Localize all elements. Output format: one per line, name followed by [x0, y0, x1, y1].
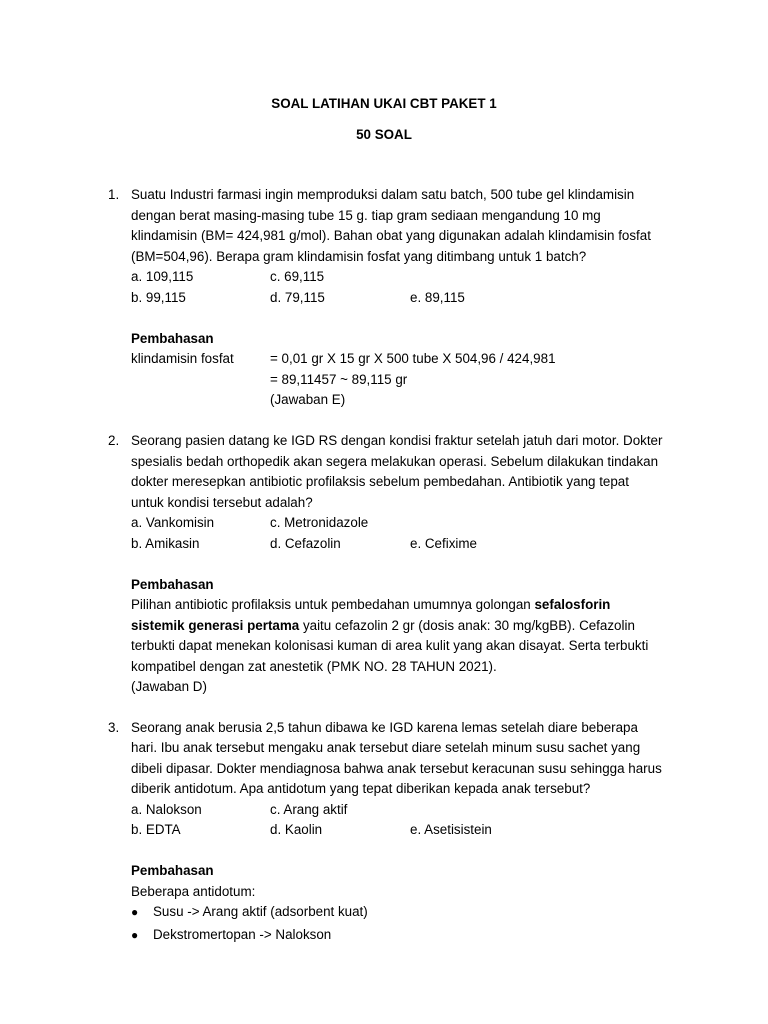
- question-text-line: Seorang pasien datang ke IGD RS dengan kondisi fraktur setelah jatuh dari motor. Dokter: [131, 433, 663, 448]
- question-text-line: Suatu Industri farmasi ingin memproduksi dalam satu batch, 500 tube gel klindamisin: [131, 187, 635, 202]
- pembahasan-heading: Pembahasan: [131, 577, 214, 592]
- question-text-line: dokter meresepkan antibiotic profilaksis sebelum pembedahan. Antibiotik yang tepat: [131, 474, 629, 489]
- question-number: 1.: [108, 187, 120, 202]
- bullet-icon: ●: [131, 905, 139, 919]
- calc-label: klindamisin fosfat: [131, 351, 234, 366]
- explanation-line: [131, 616, 635, 636]
- answer-line: (Jawaban D): [131, 679, 207, 694]
- option-b: b. Amikasin: [131, 536, 200, 551]
- option-e: e. Cefixime: [410, 536, 477, 551]
- document-subtitle: 50 SOAL: [356, 127, 412, 142]
- pembahasan-heading: Pembahasan: [131, 863, 214, 878]
- question-text-line: klindamisin (BM= 424,981 g/mol). Bahan obat yang digunakan adalah klindamisin fosfat: [131, 228, 651, 243]
- option-d: d. Kaolin: [270, 822, 323, 837]
- question-text-line: untuk kondisi tersebut adalah?: [131, 495, 313, 510]
- explanation-emphasis: sefalosforin: [534, 597, 611, 612]
- question-text-line: (BM=504,96). Berapa gram klindamisin fosfat yang ditimbang untuk 1 batch?: [131, 249, 587, 264]
- question-number: 3.: [108, 720, 120, 735]
- question-number: 2.: [108, 433, 120, 448]
- question-text-line: dibeli dipasar. Dokter mendiagnosa bahwa anak tersebut keracunan susu sehingga harus: [131, 761, 662, 776]
- option-b: b. 99,115: [131, 290, 186, 305]
- question-text-line: spesialis bedah orthopedik akan segera melakukan operasi. Sebelum dilakukan tindakan: [131, 454, 659, 469]
- option-a: a. Vankomisin: [131, 515, 215, 530]
- option-e: e. Asetisistein: [410, 822, 492, 837]
- question-text-line: hari. Ibu anak tersebut mengaku anak tersebut diare setelah minum susu sachet yang: [131, 740, 641, 755]
- explanation-emphasis: sistemik generasi pertama: [131, 618, 300, 633]
- option-d: d. Cefazolin: [270, 536, 341, 551]
- option-b: b. EDTA: [131, 822, 181, 837]
- explanation-text: Pilihan antibiotic profilaksis untuk pembedahan umumnya golongan: [131, 597, 535, 612]
- question-text-line: Seorang anak berusia 2,5 tahun dibawa ke IGD karena lemas setelah diare beberapa: [131, 720, 638, 735]
- explanation-text: yaitu cefazolin 2 gr (dosis anak: 30 mg/kgBB). Cefazolin: [299, 618, 635, 633]
- explanation-line: Beberapa antidotum:: [131, 884, 256, 899]
- question-text-line: dengan berat masing-masing tube 15 g. tiap gram sediaan mengandung 10 mg: [131, 208, 601, 223]
- option-a: a. 109,115: [131, 269, 194, 284]
- question-text-line: diberik antidotum. Apa antidotum yang tepat diberikan kepada anak tersebut?: [131, 781, 591, 796]
- option-c: c. Metronidazole: [270, 515, 369, 530]
- option-c: c. 69,115: [270, 269, 325, 284]
- bullet-icon: ●: [131, 928, 139, 942]
- option-a: a. Nalokson: [131, 802, 202, 817]
- pembahasan-heading: Pembahasan: [131, 331, 214, 346]
- explanation-line: kompatibel dengan zat anestetik (PMK NO. 28 TAHUN 2021).: [131, 659, 497, 674]
- explanation-line: [131, 595, 610, 615]
- bullet-item: Susu -> Arang aktif (adsorbent kuat): [153, 904, 368, 919]
- document-title: SOAL LATIHAN UKAI CBT PAKET 1: [271, 96, 497, 111]
- calc-line: = 89,11457 ~ 89,115 gr: [270, 372, 408, 387]
- answer-line: (Jawaban E): [270, 392, 346, 407]
- calc-line: = 0,01 gr X 15 gr X 500 tube X 504,96 / 424,981: [270, 351, 556, 366]
- explanation-line: terbukti dapat menekan kolonisasi kuman di area kulit yang akan disayat. Serta terbukti: [131, 638, 649, 653]
- option-c: c. Arang aktif: [270, 802, 348, 817]
- option-e: e. 89,115: [410, 290, 465, 305]
- bullet-item: Dekstromertopan -> Nalokson: [153, 927, 332, 942]
- option-d: d. 79,115: [270, 290, 325, 305]
